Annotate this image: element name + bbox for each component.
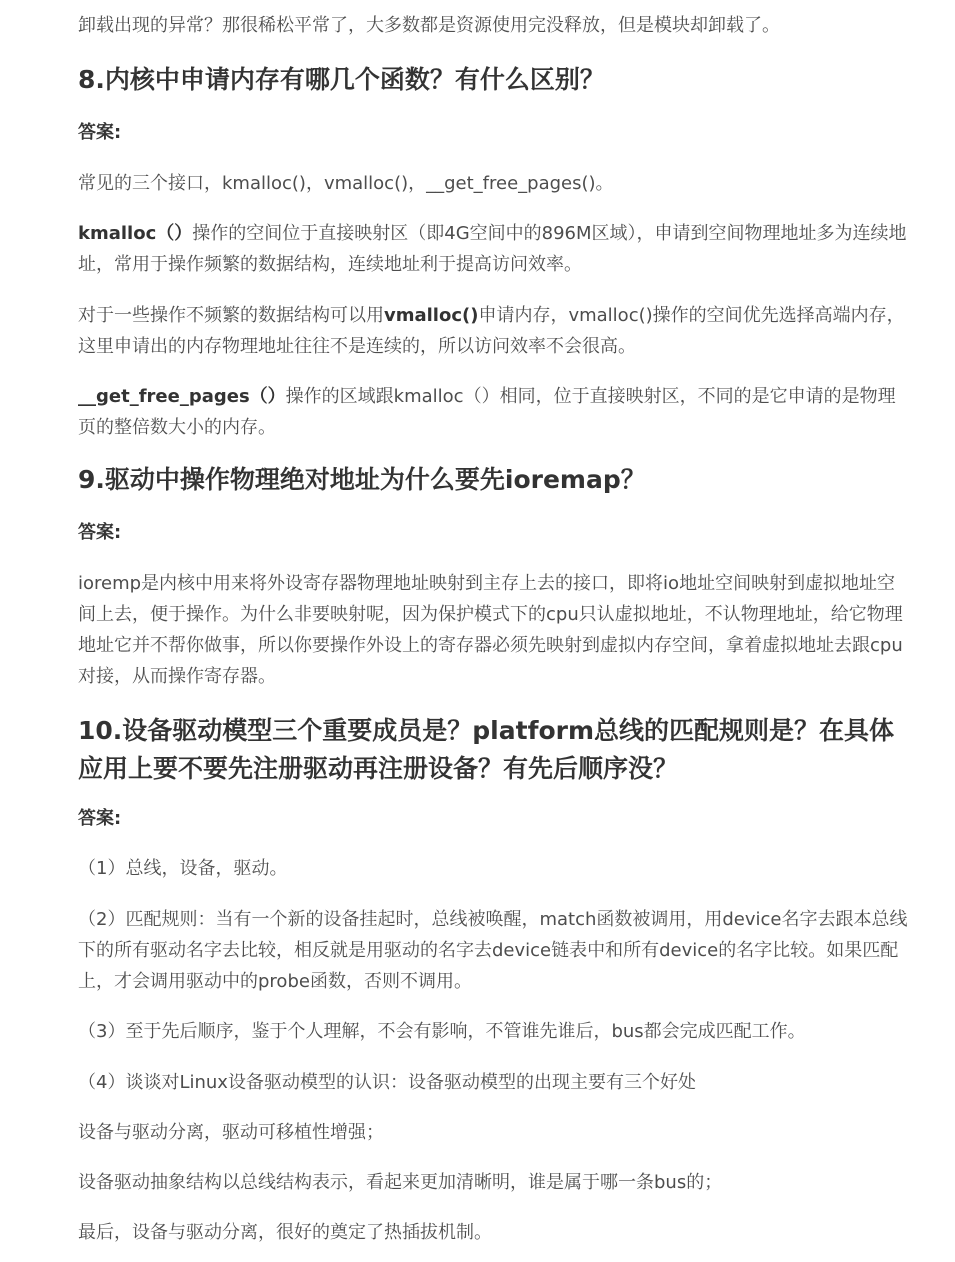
- question-9-answer-label: 答案:: [78, 522, 122, 543]
- question-9-heading: 9.驱动中操作物理绝对地址为什么要先ioremap？: [78, 465, 646, 494]
- question-10-point-1: （1）总线，设备，驱动。: [78, 858, 288, 879]
- intro-paragraph: 卸载出现的异常？那很稀松平常了，大多数都是资源使用完没释放，但是模块却卸载了。: [78, 15, 780, 36]
- question-10-answer-label: 答案:: [78, 808, 122, 829]
- question-10-benefit-1: 设备与驱动分离，驱动可移植性增强；: [78, 1122, 384, 1143]
- question-8-answer-label: 答案:: [78, 122, 122, 143]
- question-8-paragraph-4: [78, 381, 913, 443]
- question-8-paragraph-1: 常见的三个接口，kmalloc()，vmalloc()，__get_free_pages()。: [78, 173, 614, 194]
- get-free-pages-description: 操作的区域跟kmalloc（）相同，位于直接映射区，不同的是它申请的是物理页的整倍数大小的内存。: [78, 386, 896, 438]
- question-10-point-3: （3）至于先后顺序，鉴于个人理解，不会有影响，不管谁先谁后，bus都会完成匹配工作。: [78, 1021, 806, 1042]
- kmalloc-description: 操作的空间位于直接映射区（即4G空间中的896M区域），申请到空间物理地址多为连续地址，常用于操作频繁的数据结构，连续地址利于提高访问效率。: [78, 223, 907, 275]
- question-10-benefit-3: 最后，设备与驱动分离，很好的奠定了热插拔机制。: [78, 1222, 492, 1243]
- question-8-paragraph-2: [78, 218, 913, 280]
- question-9-paragraph-1: ioremp是内核中用来将外设寄存器物理地址映射到主存上去的接口，即将io地址空间映射到虚拟地址空间上去，便于操作。为什么非要映射呢，因为保护模式下的cpu只认虚拟地址，不认物理地址，给它物理地址它并不帮你做事，所以你要操作外设上的寄存器必须先映射到虚拟内存空间，拿着虚拟地址去跟cpu对接，从而操作寄存器。: [78, 573, 903, 687]
- question-10-heading: 10.设备驱动模型三个重要成员是？platform总线的匹配规则是？在具体应用上要不要先注册驱动再注册设备？有先后顺序没？: [78, 716, 895, 783]
- question-10-point-4: （4）谈谈对Linux设备驱动模型的认识：设备驱动模型的出现主要有三个好处: [78, 1072, 696, 1093]
- kmalloc-term: kmalloc（）: [78, 223, 193, 244]
- vmalloc-term: vmalloc(): [384, 305, 479, 326]
- question-10-benefit-2: 设备驱动抽象结构以总线结构表示，看起来更加清晰明，谁是属于哪一条bus的；: [78, 1172, 723, 1193]
- question-8-paragraph-3: [78, 300, 913, 362]
- question-8-heading: 8.内核中申请内存有哪几个函数？有什么区别？: [78, 65, 605, 94]
- vmalloc-lead: 对于一些操作不频繁的数据结构可以用: [78, 305, 384, 326]
- get-free-pages-term: __get_free_pages（）: [78, 386, 286, 407]
- question-10-point-2: （2）匹配规则：当有一个新的设备挂起时，总线被唤醒，match函数被调用，用device名字去跟本总线下的所有驱动名字去比较，相反就是用驱动的名字去device链表中和所有device的名字比较。如果匹配上，才会调用驱动中的probe函数，否则不调用。: [78, 909, 908, 992]
- vmalloc-description: 申请内存，vmalloc()操作的空间优先选择高端内存，这里申请出的内存物理地址往往不是连续的，所以访问效率不会很高。: [78, 305, 905, 357]
